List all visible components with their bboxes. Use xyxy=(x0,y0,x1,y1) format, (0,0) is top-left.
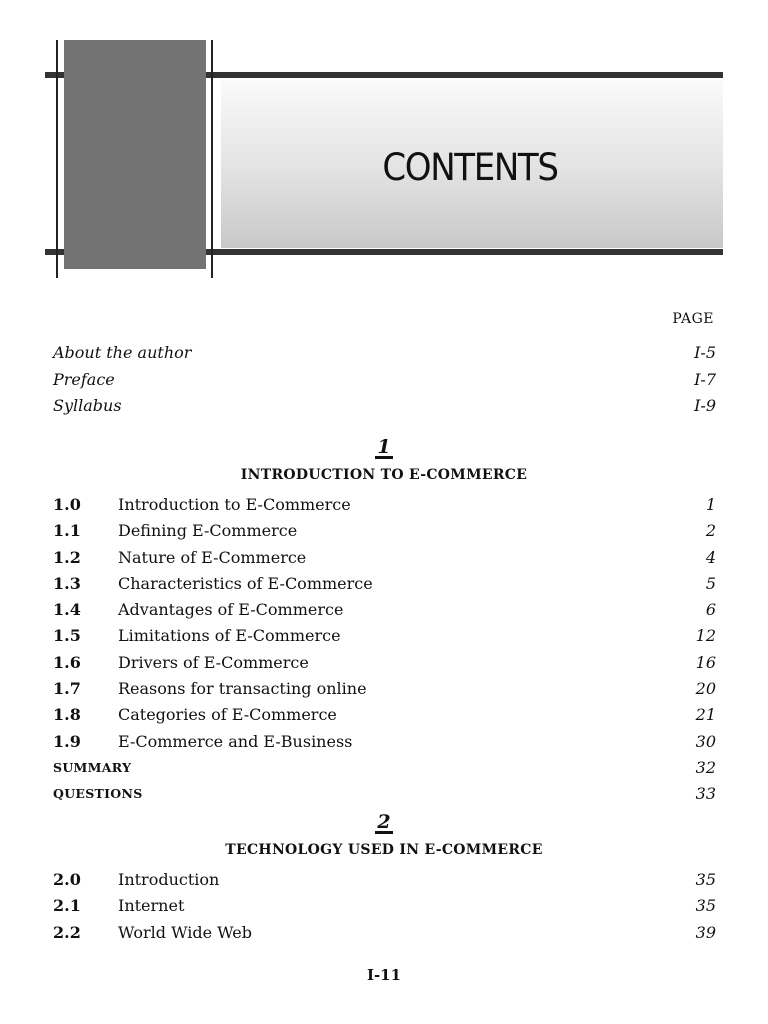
section-number: 1.1 xyxy=(53,521,81,541)
section-page: 32 xyxy=(695,757,716,777)
front-matter-title: Preface xyxy=(53,369,115,389)
section-number: 1.8 xyxy=(53,705,81,725)
section-number: 1.3 xyxy=(53,573,81,593)
front-matter-title: Syllabus xyxy=(53,396,122,415)
front-matter-title: About the author xyxy=(53,343,192,362)
front-matter-page: I-7 xyxy=(694,369,716,389)
section-title: Introduction to E-Commerce xyxy=(118,495,351,514)
chapter-2-section-list xyxy=(53,870,716,949)
toc-row[interactable] xyxy=(53,870,716,896)
toc-row[interactable] xyxy=(53,896,716,922)
section-title: Categories of E-Commerce xyxy=(118,705,337,725)
section-title: Drivers of E-Commerce xyxy=(118,652,309,672)
section-title: Introduction xyxy=(118,870,220,889)
banner-gray-block xyxy=(64,40,206,269)
front-matter-page: I-5 xyxy=(694,343,716,362)
section-number: 1.5 xyxy=(53,626,81,646)
section-page: 39 xyxy=(695,922,716,942)
front-matter-item[interactable] xyxy=(53,396,716,423)
section-number: 1.4 xyxy=(53,600,81,620)
toc-row[interactable] xyxy=(53,548,716,574)
section-title: Internet xyxy=(118,896,185,916)
toc-row[interactable] xyxy=(53,521,716,547)
section-title: Limitations of E-Commerce xyxy=(118,626,341,646)
toc-row[interactable] xyxy=(53,679,716,705)
section-title: E-Commerce and E-Business xyxy=(118,731,353,751)
section-page: 20 xyxy=(695,679,716,699)
chapter-number-text: 1 xyxy=(377,436,391,458)
section-title: Advantages of E-Commerce xyxy=(118,600,344,620)
front-matter-page: I-9 xyxy=(694,396,716,415)
chapter-title: INTRODUCTION TO E-COMMERCE xyxy=(240,467,528,483)
section-title: Reasons for transacting online xyxy=(118,679,367,699)
section-page: 33 xyxy=(695,784,716,804)
section-page: 5 xyxy=(705,573,716,593)
section-number: 2.0 xyxy=(53,870,81,889)
chapter-number xyxy=(0,811,768,834)
section-page: 21 xyxy=(695,705,716,725)
section-number: 1.6 xyxy=(53,652,81,672)
section-number: 1.7 xyxy=(53,679,81,699)
section-number: 2.1 xyxy=(53,896,81,916)
page-title: CONTENTS xyxy=(382,146,558,189)
chapter-number xyxy=(0,436,768,459)
chapter-number-text: 2 xyxy=(377,811,391,833)
toc-row[interactable] xyxy=(53,705,716,731)
chapter-title: TECHNOLOGY USED IN E-COMMERCE xyxy=(225,842,543,858)
section-page: 16 xyxy=(695,652,716,672)
page-column-label: PAGE xyxy=(672,311,714,327)
toc-row-questions[interactable] xyxy=(53,784,716,810)
toc-row[interactable] xyxy=(53,495,716,521)
section-page: 1 xyxy=(705,495,716,514)
toc-row[interactable] xyxy=(53,626,716,652)
section-page: 35 xyxy=(695,870,716,889)
section-page: 30 xyxy=(695,731,716,751)
section-title: QUESTIONS xyxy=(53,786,143,802)
section-page: 6 xyxy=(705,600,716,620)
section-page: 2 xyxy=(705,521,716,541)
toc-row-summary[interactable] xyxy=(53,758,716,784)
section-page: 12 xyxy=(695,626,716,646)
front-matter-list xyxy=(53,343,716,423)
section-title: World Wide Web xyxy=(118,922,253,942)
section-number: 1.9 xyxy=(53,731,81,751)
section-title: SUMMARY xyxy=(53,759,132,775)
chapter-1-section-list xyxy=(53,495,716,811)
front-matter-item[interactable] xyxy=(53,370,716,397)
header-banner xyxy=(0,0,768,290)
section-number: 2.2 xyxy=(53,922,81,942)
toc-row[interactable] xyxy=(53,923,716,949)
section-page: 4 xyxy=(705,547,716,567)
section-number: 1.2 xyxy=(53,547,81,567)
section-number: 1.0 xyxy=(53,495,81,514)
section-page: 35 xyxy=(695,896,716,916)
toc-row[interactable] xyxy=(53,574,716,600)
toc-row[interactable] xyxy=(53,600,716,626)
banner-right-rule xyxy=(211,40,213,278)
page-number-footer: I-11 xyxy=(366,966,402,984)
section-title: Defining E-Commerce xyxy=(118,521,298,541)
banner-left-rule xyxy=(56,40,58,278)
section-title: Characteristics of E-Commerce xyxy=(118,573,373,593)
section-title: Nature of E-Commerce xyxy=(118,547,307,567)
front-matter-item[interactable] xyxy=(53,343,716,370)
toc-row[interactable] xyxy=(53,653,716,679)
toc-row[interactable] xyxy=(53,732,716,758)
